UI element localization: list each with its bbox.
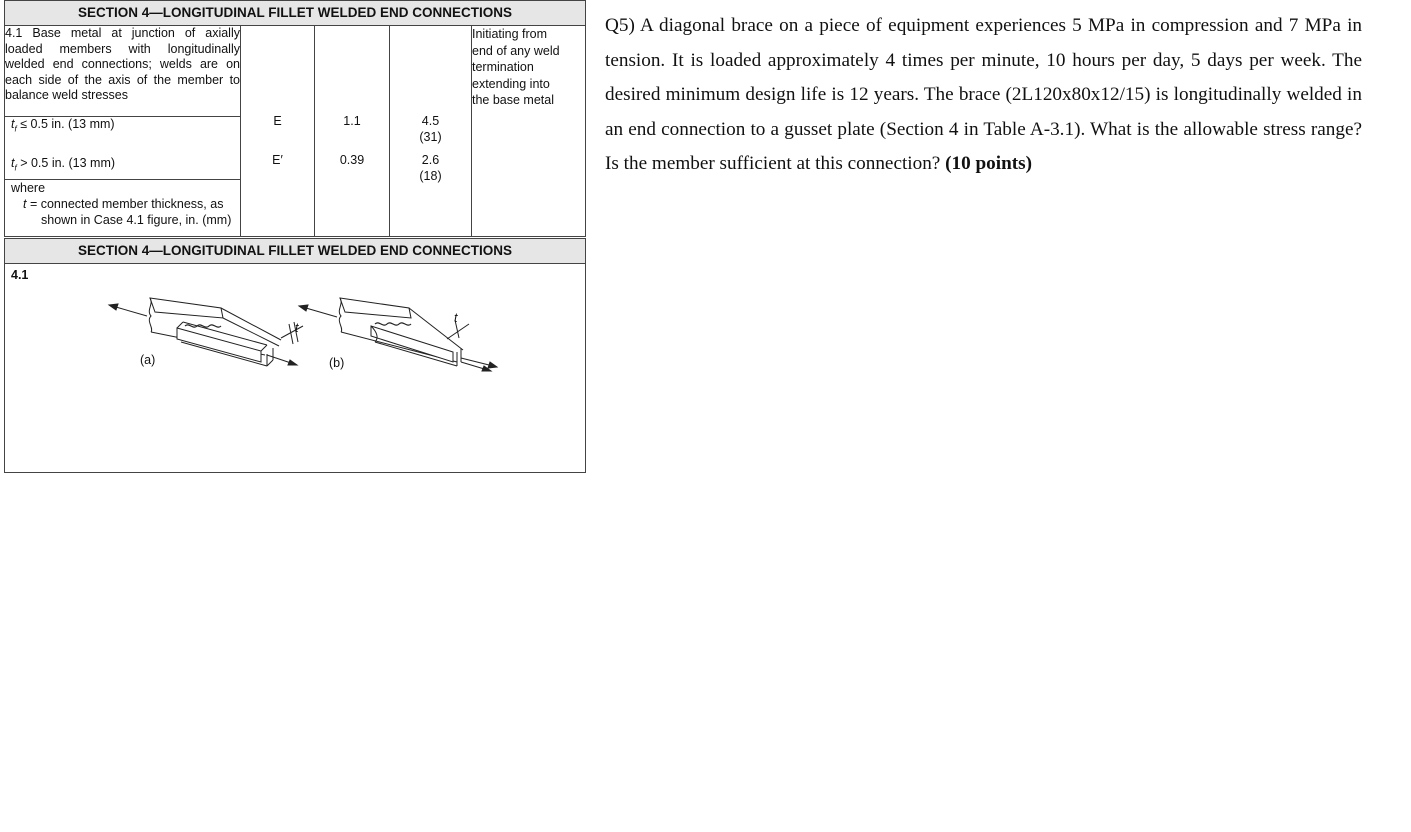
figure-label-b: (b) xyxy=(329,356,345,370)
where-cell xyxy=(5,180,241,238)
initiation-line: extending into xyxy=(472,76,550,91)
constant-row-2: 0.39 xyxy=(339,153,365,167)
figure-label-a: (a) xyxy=(140,353,156,367)
figure-area xyxy=(5,264,585,472)
category-e: E xyxy=(273,114,282,128)
figure-label-t-b: t xyxy=(454,311,458,325)
figure-case-number: 4.1 xyxy=(11,268,29,282)
category-column xyxy=(241,26,315,238)
condition-cell xyxy=(5,117,241,180)
figure-cell xyxy=(5,264,586,473)
initiation-line: Initiating from xyxy=(472,27,548,41)
where-label: where xyxy=(11,181,46,195)
where-def-line1: t = connected member thickness, as xyxy=(23,197,224,211)
spec-table xyxy=(4,0,586,473)
category-e-prime: E′ xyxy=(272,153,283,167)
case-description: 4.1 Base metal at junction of axially loaded members with longitudinally welded end connections; welds are on each side of the axis of the member to balance weld stresses xyxy=(5,26,241,117)
question-points: (10 points) xyxy=(945,153,1033,174)
constant-row-1: 1.1 xyxy=(343,114,361,128)
initiation-line: the base metal xyxy=(472,93,554,107)
where-def-line2: shown in Case 4.1 figure, in. (mm) xyxy=(41,213,232,227)
initiation-point xyxy=(472,26,586,238)
section-header: SECTION 4—LONGITUDINAL FILLET WELDED END CONNECTIONS xyxy=(5,1,586,26)
fatigue-table xyxy=(4,0,585,473)
question-body: Q5) A diagonal brace on a piece of equipment experiences 5 MPa in compression and 7 MPa in tension. It is loaded approximately 4 times per minute, 10 hours per day, 5 days per week. The desired minimum design life is 12 years. The brace (2L120x80x12/15) is longitudinally welded in an end connection to a gusset plate (Section 4 in Table A-3.1). What is the allowable stress range? Is the member sufficient at this connection? xyxy=(605,15,1362,174)
condition-row-1: $t_f \le 0.5$ in. (13 mm) xyxy=(11,117,115,134)
question-text xyxy=(605,9,1362,182)
figure-section-header: SECTION 4—LONGITUDINAL FILLET WELDED END CONNECTIONS xyxy=(5,238,586,264)
initiation-line: end of any weld xyxy=(472,43,560,58)
figure-label-t-a: t xyxy=(295,321,299,335)
threshold-row-1: 4.5 xyxy=(421,114,440,128)
threshold-row-2-si: (18) xyxy=(419,168,442,183)
constant-column xyxy=(315,26,390,238)
condition-row-2: $t_f > 0.5$ in. (13 mm) xyxy=(11,156,116,173)
initiation-line: termination xyxy=(472,60,534,74)
threshold-column xyxy=(390,26,472,238)
threshold-row-1-si: (31) xyxy=(419,129,442,144)
welded-connection-figure xyxy=(5,264,584,472)
threshold-row-2: 2.6 xyxy=(421,153,440,167)
